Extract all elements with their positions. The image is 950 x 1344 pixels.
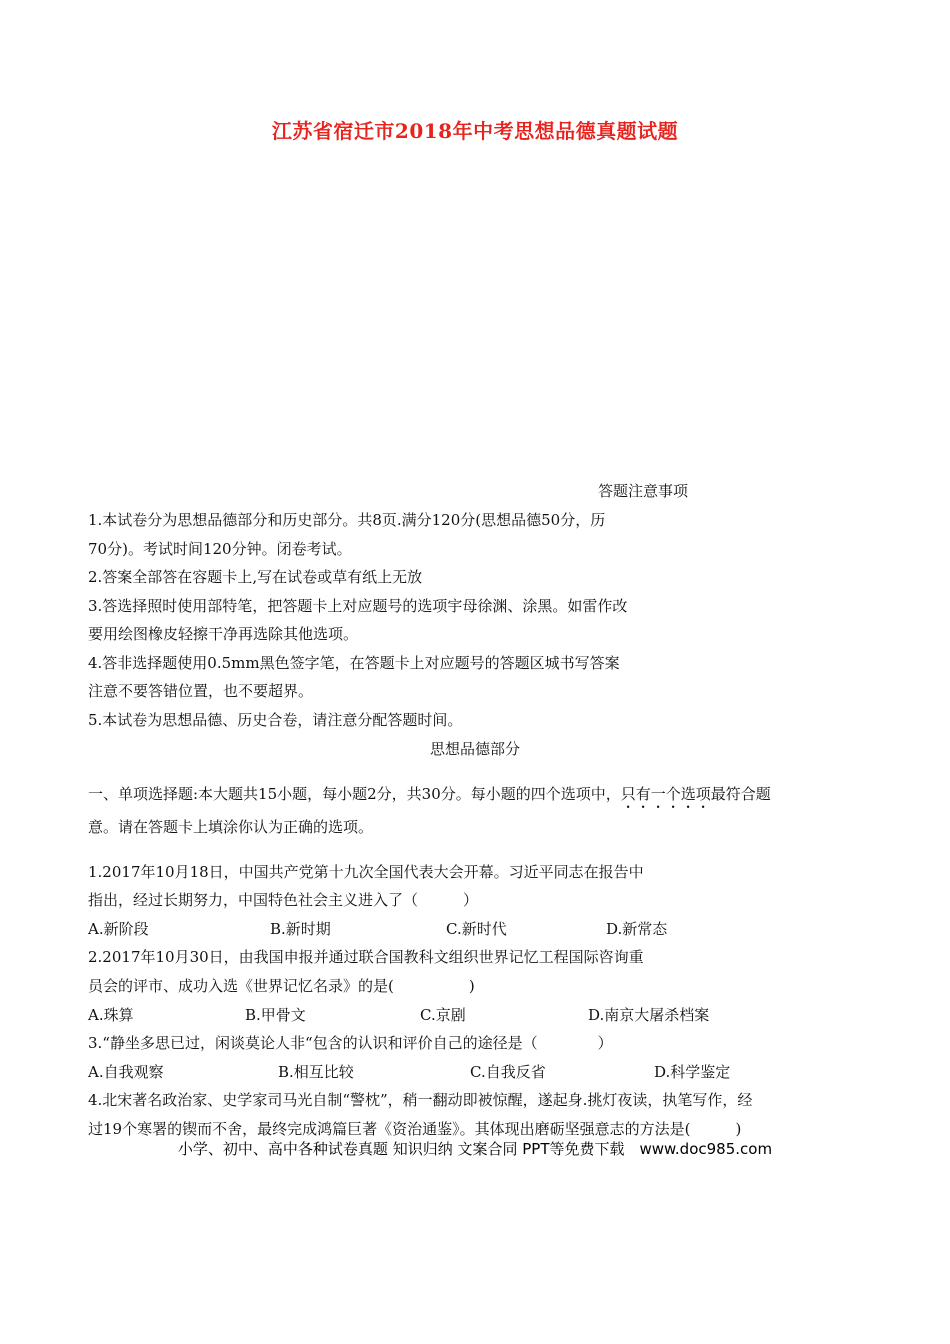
- question-1-option-c: C.新时代: [446, 920, 507, 938]
- question-3-option-a: A.自我观察: [88, 1063, 164, 1081]
- question-2-option-c: C.京剧: [420, 1006, 466, 1024]
- question-3-option-d: D.科学鉴定: [654, 1063, 731, 1081]
- question-1-option-a: A.新阶段: [88, 920, 149, 938]
- document-title: 江苏省宿迁市2018年中考思想品德真题试题: [271, 119, 679, 143]
- emphasized-text: 只有一个选项: [620, 785, 711, 803]
- instructions-line: 意。请在答题卡上填涂你认为正确的选项。: [88, 818, 374, 836]
- note-line: 70分)。考试时间120分钟。闭卷考试。: [88, 540, 352, 558]
- question-2-option-a: A.珠算: [88, 1006, 134, 1024]
- section-title: 思想品德部分: [429, 740, 520, 758]
- question-1-option-b: B.新时期: [270, 920, 331, 938]
- instructions-line: [88, 784, 771, 812]
- note-line: 3.答选择照时使用部特笔，把答题卡上对应题号的选项宇母徐渊、涂黑。如雷作改: [88, 597, 628, 615]
- question-2-option-d: D.南京大屠杀档案: [588, 1006, 710, 1024]
- question-1-stem: 1.2017年10月18日，中国共产党第十九次全国代表大会开幕。习近平同志在报告中: [88, 863, 644, 881]
- question-2-stem: 员会的评市、成功入选《世界记忆名录》的是( ): [88, 977, 475, 995]
- note-line: 4.答非选择题使用0.5mm黑色签字笔，在答题卡上对应题号的答题区城书写答案: [88, 654, 620, 672]
- note-line: 注意不要答错位置，也不要超界。: [88, 682, 314, 700]
- question-3-stem: 3.“静坐多思已过，闲谈莫论人非“包含的认识和评价自己的途径是（ ）: [88, 1034, 613, 1052]
- question-1-stem: 指出，经过长期努力，中国特色社会主义进入了（ ）: [88, 891, 479, 909]
- question-4-stem: 4.北宋著名政治家、史学家司马光自制“警枕”，稍一翻动即被惊醒，遂起身.挑灯夜读，执笔写作，经: [88, 1091, 753, 1109]
- question-2-option-b: B.甲骨文: [245, 1006, 306, 1024]
- question-4-stem: 过19个寒署的锲而不舍，最终完成鸿篇巨著《资治通鉴》。其体现出磨砺坚强意志的方法是( ): [88, 1120, 742, 1138]
- instructions-text: 一、单项选择题:本大题共15小题，每小题2分，共30分。每小题的四个选项中，: [88, 785, 621, 803]
- question-2-stem: 2.2017年10月30日，由我国申报并通过联合国教科文组织世界记忆工程国际咨询重: [88, 948, 644, 966]
- note-line: 5.本试卷为思想品德、历史合卷，请注意分配答题时间。: [88, 711, 463, 729]
- question-3-option-c: C.自我反省: [470, 1063, 546, 1081]
- note-line: 2.答案全部答在容题卡上,写在试卷或草有纸上无放: [88, 568, 423, 586]
- question-3-option-b: B.相互比较: [278, 1063, 354, 1081]
- notes-heading: 答题注意事项: [598, 482, 689, 500]
- note-line: 要用绘图橡皮轻擦干净再选除其他选项。: [88, 625, 359, 643]
- footer-ad: 小学、初中、高中各种试卷真题 知识归纳 文案合同 PPT等免费下载 www.doc985.com: [177, 1140, 773, 1158]
- instructions-text: 最符合题: [710, 785, 771, 803]
- question-1-option-d: D.新常态: [606, 920, 668, 938]
- note-line: 1.本试卷分为思想品德部分和历史部分。共8页.满分120分(思想品德50分，历: [88, 511, 606, 529]
